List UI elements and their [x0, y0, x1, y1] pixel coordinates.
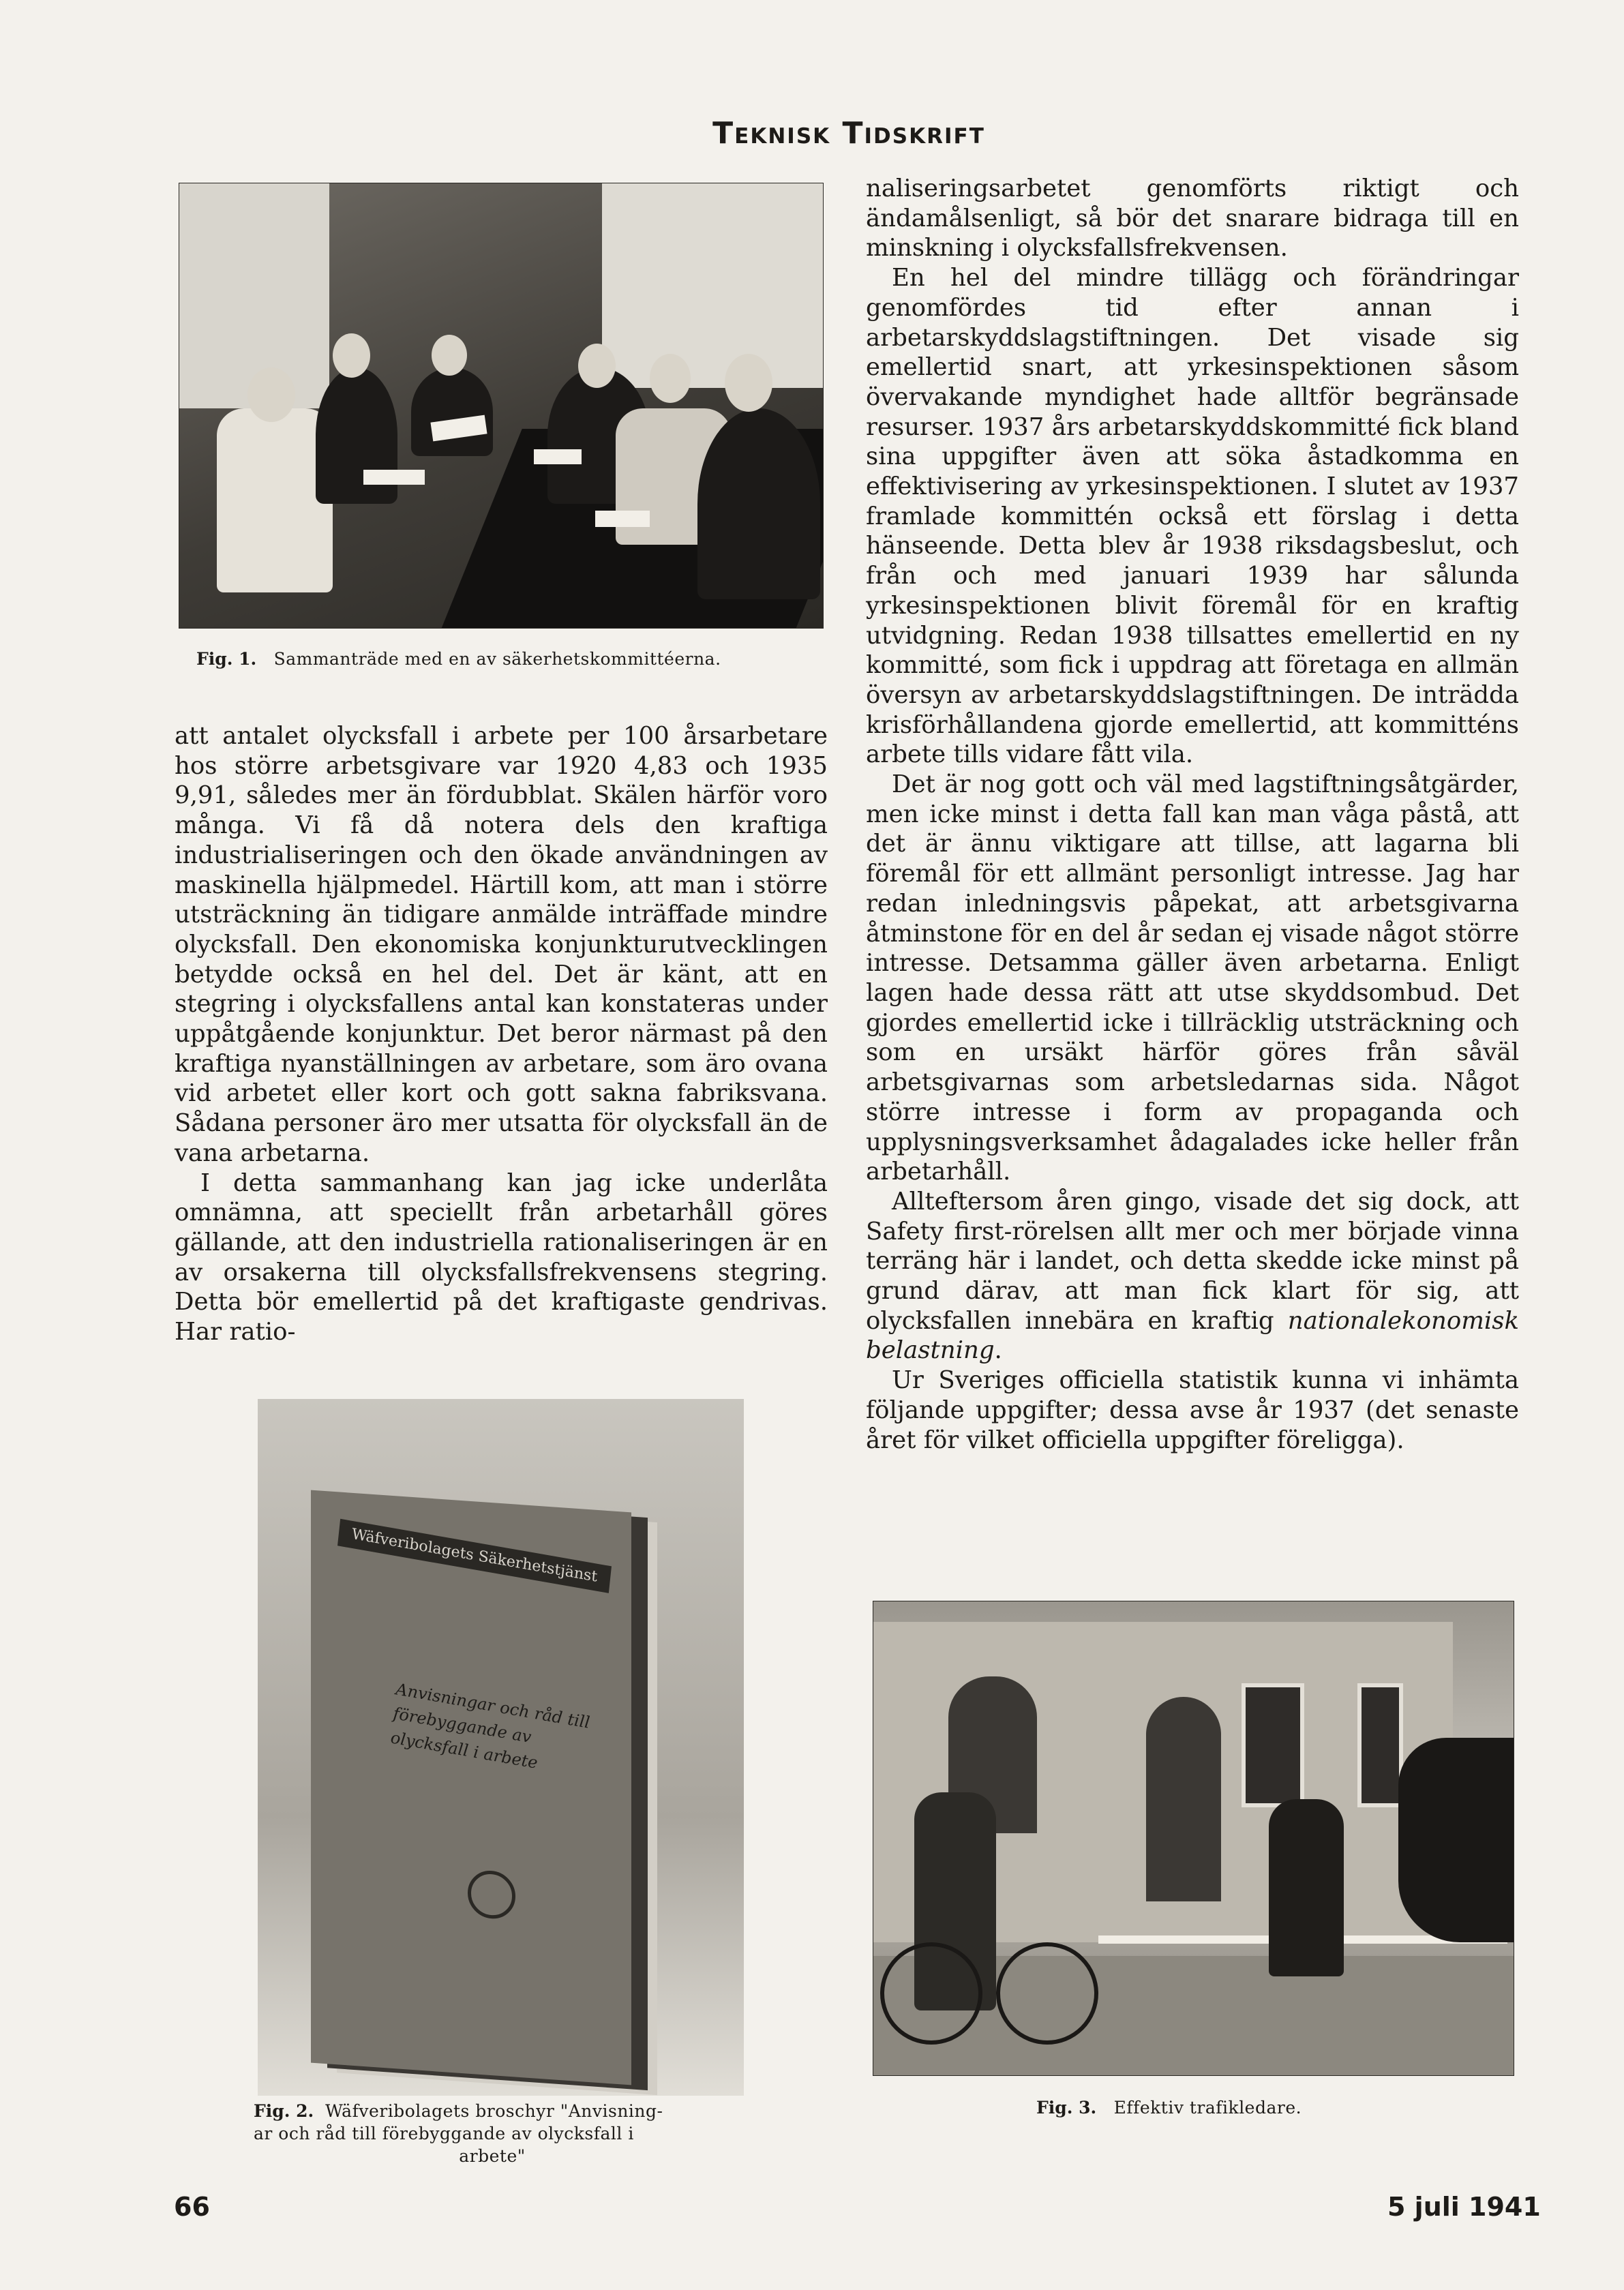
left-paragraph-1: att antalet olycksfall i arbete per 100 årsarbetare hos större arbetsgivare var 1920 4,83 och 1935 9,91, således mer än fördubblat. Skälen härför voro många. Vi få då notera dels den kraftiga industrialiseringen och den ökade användningen av maskinella hjälpmedel. Härtill kom, att man i större utsträckning än tidigare anmälde inträffade mindre olycksfall. Den ekonomiska konjunkturutvecklingen betydde också en hel del. Det är känt, att en stegring i olycksfallens antal kan konstateras under uppåtgående konjunktur. Det beror närmast på den kraftiga nyanställningen av arbetare, som äro ovana vid arbetet eller kort och gott sakna fabriksvana. Sådana personer äro mer utsatta för olycksfall än de vana arbetarna. [175, 722, 828, 1167]
fig2-caption-line-1: Wäfveribolagets broschyr "Anvisning- [325, 2101, 663, 2121]
right-paragraph-2: En hel del mindre tillägg och förändringar genomfördes tid efter annan i arbetarskyddslagstiftningen. Det visade sig emellertid snart, att yrkesinspektionen såsom övervakande myndighet hade alltför begränsade resurser. 1937 års arbetarskyddskommitté fick bland sina uppgifter även att söka åstadkomma en effektivisering av yrkesinspektionen. I slutet av 1937 framlade kommittén också ett förslag i detta hänseende. Detta blev år 1938 riksdagsbeslut, och från och med januari 1939 har sålunda yrkesinspektionen blivit föremål för en kraftig utvidgning. Redan 1938 tillsattes emellertid en ny kommitté, som fick i uppdrag att företaga en allmän översyn av arbetarskyddslagstiftningen. De inträdda krisförhållandena gjorde emellertid, att kommitténs arbete tills vidare fått vila. [866, 264, 1519, 769]
person-head [578, 344, 616, 388]
fig2-photo-brochure [258, 1399, 744, 2096]
bicycle-wheel [880, 1942, 982, 2045]
person-chairman [411, 367, 493, 456]
fig2-caption-line-2: ar och råd till förebyggande av olycksfall i [254, 2124, 634, 2143]
fig1-photo-meeting [179, 183, 824, 629]
fig3-caption [1036, 2096, 1418, 2119]
person-head [432, 335, 467, 376]
person-head [725, 354, 772, 412]
issue-date: 5 juli 1941 [1387, 2192, 1541, 2222]
brochure-title: Wäfveribolagets Säkerhetstjänst [337, 1519, 612, 1593]
traffic-officer [1269, 1799, 1344, 1976]
right-paragraph-5: Ur Sveriges officiella statistik kunna vi inhämta följande uppgifter; dessa avse år 1937 (det senaste året för vilket officiella uppgifter föreligga). [866, 1366, 1519, 1454]
person-head [247, 367, 295, 422]
window [1357, 1683, 1403, 1807]
journal-masthead: Teknisk Tidskrift [712, 116, 985, 151]
right-column [866, 174, 1519, 1455]
left-column [175, 721, 828, 1347]
fig2-caption-label: Fig. 2. [254, 2101, 314, 2121]
fig1-caption-label: Fig. 1. [196, 649, 257, 669]
fig3-caption-label: Fig. 3. [1036, 2098, 1097, 2118]
person-dark-suit [697, 408, 820, 599]
right-paragraph-1: naliseringsarbetet genomförts riktigt och ändamålsenligt, så bör det snarare bidraga till en minskning i olycksfallsfrekvensen. [866, 175, 1519, 262]
arched-door [1146, 1697, 1221, 1901]
window-right [602, 183, 823, 388]
fig1-caption-text: Sammanträde med en av säkerhetskommittéerna. [273, 649, 721, 669]
brochure-book [311, 1490, 631, 2085]
fig3-photo-street [873, 1601, 1514, 2076]
page-number: 66 [174, 2192, 210, 2222]
bicycle-wheel [996, 1942, 1098, 2045]
right-paragraph-4-text: Allteftersom åren gingo, visade det sig dock, att Safety first-rörelsen allt mer och mer började vinna terräng här i landet, och detta skedde icke minst på grund därav, att man fick klart för sig, att olycksfallen innebära en kraftig [866, 1187, 1519, 1335]
italic-phrase: nationalekonomisk belastning [866, 1306, 1519, 1365]
brochure-subtitle: Anvisningar och råd till förebyggande av olycksfall i arbete [389, 1679, 591, 1773]
paper-document [363, 470, 425, 485]
horse-head [1398, 1738, 1514, 1942]
paper-document [534, 449, 582, 464]
left-paragraph-2: I detta sammanhang kan jag icke underlåta omnämna, att speciellt från arbetarhåll göres gällande, att den industriella rationaliseringen är en av orsakerna till olycksfallsfrekvensens stegring. Detta bör emellertid på det kraftigaste gendrivas. Har ratio- [175, 1169, 828, 1346]
fig2-caption-line-3: arbete" [459, 2146, 526, 2166]
emblem-icon [468, 1869, 515, 1920]
fig1-caption [196, 648, 824, 670]
fig3-caption-text: Effektiv trafikledare. [1113, 2098, 1302, 2118]
right-paragraph-3: Det är nog gott och väl med lagstiftningsåtgärder, men icke minst i detta fall kan man våga påstå, att det är ännu viktigare att tillse, att lagarna bli föremål för ett allmänt personligt intresse. Jag har redan inledningsvis påpekat, att arbetsgivarna åtminstone för en del år sedan ej visade något större intresse. Detsamma gäller även arbetarna. Enligt lagen hade dessa rätt att utse skyddsombud. Det gjordes emellertid icke i tillräcklig utsträckning och som en ursäkt härför göres från såväl arbetsgivarnas som arbetsledarnas sida. Något större intresse i form av propaganda och upplysningsverksamhet ådagalades icke heller från arbetarhåll. [866, 770, 1519, 1186]
person-head [333, 333, 370, 378]
italic-phrase-period: . [994, 1336, 1002, 1365]
right-paragraph-4 [866, 1187, 1519, 1366]
fig2-caption [254, 2100, 731, 2167]
person-head [650, 354, 691, 403]
window [1242, 1683, 1304, 1807]
paper-document [595, 511, 650, 527]
